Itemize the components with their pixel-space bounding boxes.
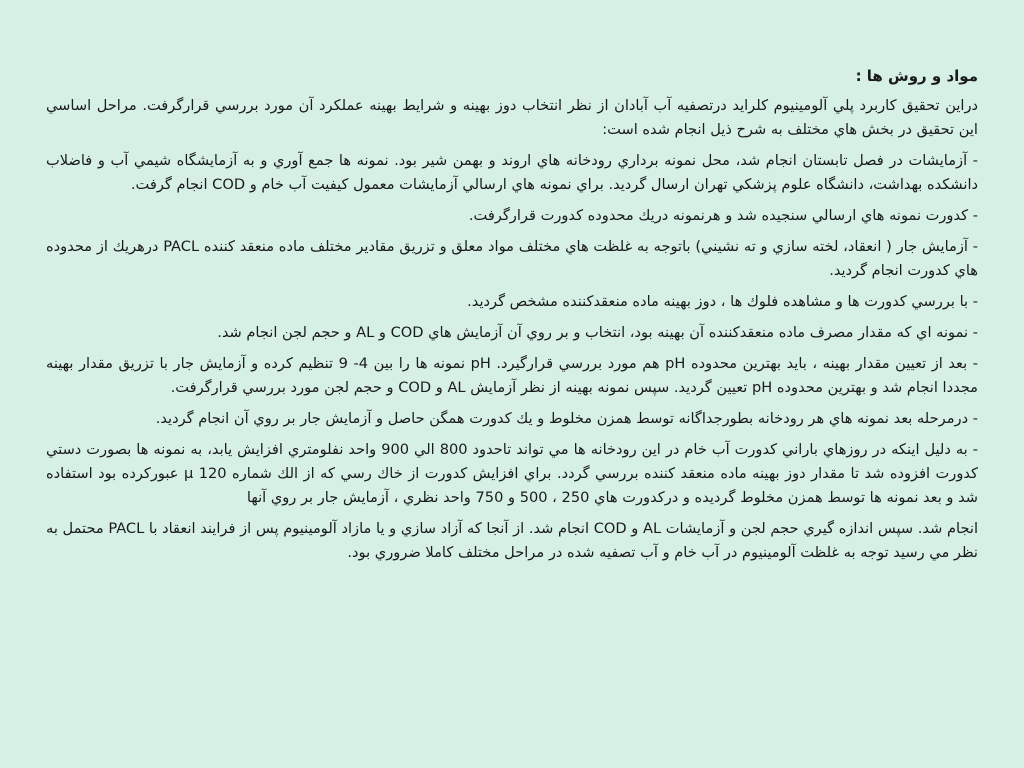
step-sampling: - آزمايشات در فصل تابستان انجام شد، محل نمونه برداري رودخانه هاي اروند و بهمن شير بود. نمونه ها جمع آوري و به آزمايشگاه شيمي آب و فاضلاب دانشكده بهداشت، دانشگاه علوم پزشكي تهران ارسال گرديد. براي نمونه هاي ارسالي آزمايشات معمول كيفيت آب خام و COD انجام گرفت.: [46, 152, 978, 193]
step-optimal-dose: - با بررسي كدورت ها و مشاهده فلوك ها ، دوز بهينه ماده منعقدكننده مشخص گرديد.: [467, 293, 978, 310]
section-heading: مواد و روش ها :: [855, 67, 978, 85]
step-cod-al: - نمونه اي كه مقدار مصرف ماده منعقدكننده آن بهينه بود، انتخاب و بر روي آن آزمايش هاي COD و AL و حجم لجن انجام شد.: [217, 324, 978, 341]
step-turbidity: - كدورت نمونه هاي ارسالي سنجيده شد و هرنمونه دريك محدوده كدورت قرارگرفت.: [468, 207, 978, 224]
step-ph: - بعد از تعيين مقدار بهينه ، بايد بهترين محدوده pH هم مورد بررسي قرارگيرد. pH نمونه ها را بين 4- 9 تنظيم كرده و آزمايش جار با تزريق مقدار بهينه مجددا انجام شد و بهترين محدوده pH تعيين گرديد. سپس نمونه بهينه از نظر آزمايش AL و COD و حجم لجن مورد بررسي قرارگرفت.: [46, 355, 978, 396]
step-mixing: - درمرحله بعد نمونه هاي هر رودخانه بطورجداگانه توسط همزن مخلوط و يك كدورت همگن حاصل و آزمايش جار بر روي آن انجام گرديد.: [155, 410, 978, 427]
step-rainy-days: - به دليل اينكه در روزهاي باراني كدورت آب خام در اين رودخانه ها مي تواند تاحدود 800 الي 900 واحد نفلومتري افزايش يابد، به نمونه ها بصورت دستي كدورت افزوده شد تا مقدار دوز بهينه ماده منعقد كننده بررسي گردد. براي افزايش كدورت از خاك رسي كه از الك شماره 120 μ عبوركرده بود استفاده شد و بعد نمونه ها توسط همزن مخلوط گرديده و دركدورت هاي 250 ، 500 و 750 واحد نظري ، آزمايش جار بر روي آنها: [46, 441, 978, 506]
slide-content: [46, 64, 978, 565]
step-aluminium: انجام شد. سپس اندازه گيري حجم لجن و آزمايشات AL و COD انجام شد. از آنجا كه آزاد سازي و يا مازاد آلومينيوم پس از فرايند انعقاد با PACL محتمل به نظر مي رسيد توجه به غلظت آلومينيوم در آب خام و آب تصفيه شده در مراحل مختلف كاملا ضروري بود.: [46, 520, 978, 561]
step-jar-test: - آزمايش جار ( انعقاد، لخته سازي و ته نشيني) باتوجه به غلظت هاي مختلف مواد معلق و تزريق مقادير مختلف ماده منعقد كننده PACL درهريك از محدوده هاي كدورت انجام گرديد.: [46, 238, 978, 279]
intro-paragraph: دراين تحقيق كاربرد پلي آلومينيوم كلرايد درتصفيه آب آبادان از نظر انتخاب دوز بهينه و شرايط بهينه عملكرد آن مورد بررسي قرارگرفت. مراحل اساسي اين تحقيق در بخش هاي مختلف به شرح ذيل انجام شده است:: [46, 97, 978, 138]
